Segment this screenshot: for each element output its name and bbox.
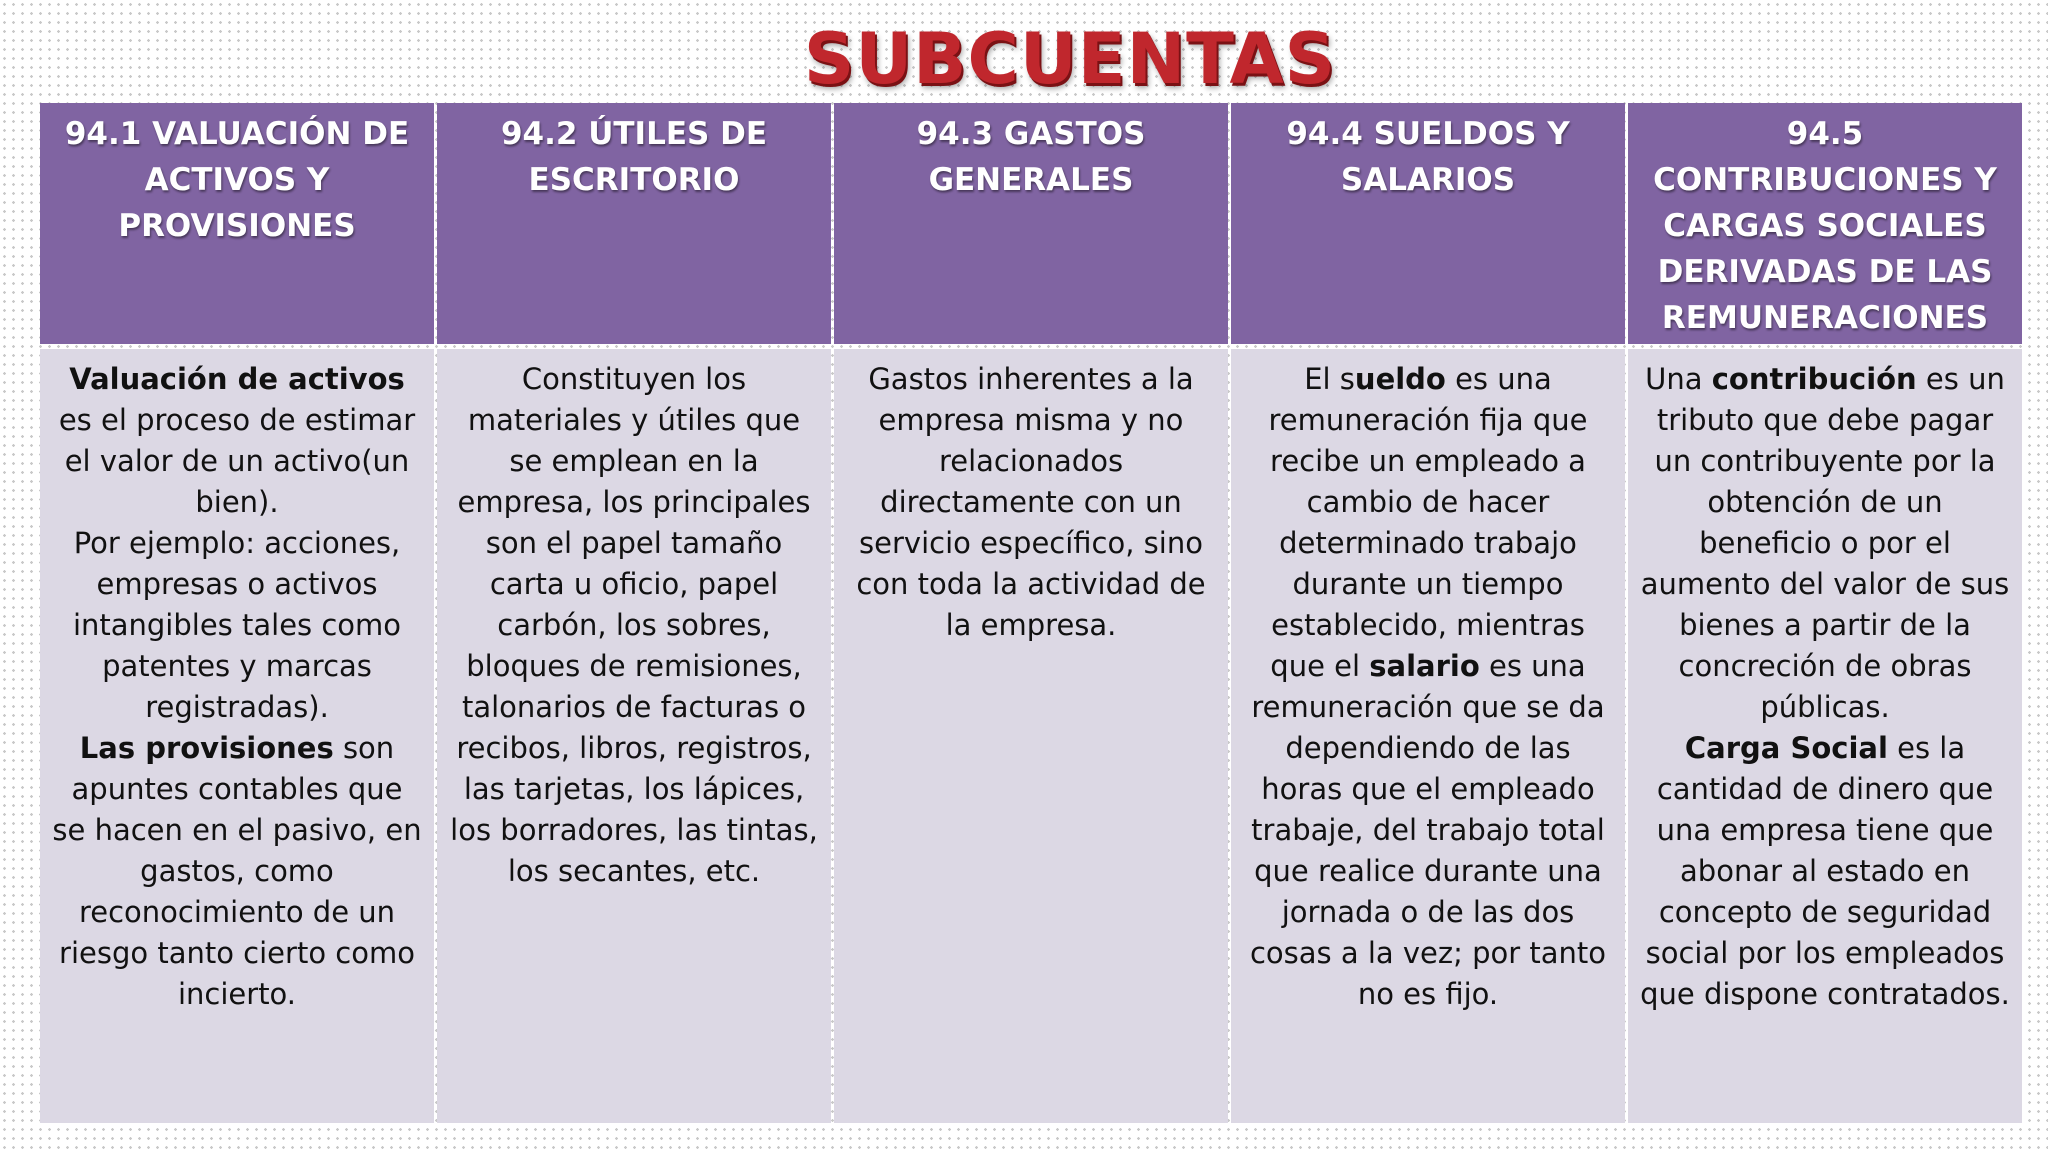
text-provisiones: son apuntes contables que se hacen en el pasivo, en gastos, como reconocimiento de un riesgo tanto cierto como incierto. xyxy=(52,731,422,1011)
paragraph-provisiones xyxy=(52,728,422,1015)
header-utiles-escritorio: 94.2 ÚTILES DE ESCRITORIO xyxy=(437,103,831,344)
text-carga-social: es la cantidad de dinero que una empresa tiene que abonar al estado en concepto de seguridad social por los empleados que dispone contratados. xyxy=(1640,731,2010,1011)
paragraph-carga-social xyxy=(1640,728,2010,1015)
cell-valuacion-activos xyxy=(40,349,434,1123)
term-contribucion: contribución xyxy=(1711,362,1917,396)
text-contribucion-a: Una xyxy=(1645,362,1712,396)
subaccounts-table xyxy=(40,103,2012,1123)
cell-utiles-escritorio xyxy=(437,349,831,1123)
term-provisiones: Las provisiones xyxy=(79,731,334,765)
text-contribucion-b: es un tributo que debe pagar un contribuyente por la obtención de un beneficio o por el aumento del valor de sus bienes a partir de la concreción de obras públicas. xyxy=(1640,362,2010,724)
cell-contribuciones-cargas xyxy=(1628,349,2022,1123)
header-gastos-generales: 94.3 GASTOS GENERALES xyxy=(834,103,1228,344)
term-salario: salario xyxy=(1369,649,1480,683)
header-contribuciones-cargas: 94.5 CONTRIBUCIONES Y CARGAS SOCIALES DERIVADAS DE LAS REMUNERACIONES xyxy=(1628,103,2022,344)
paragraph-valuacion xyxy=(52,359,422,523)
paragraph-contribucion xyxy=(1640,359,2010,728)
text-sueldo-b: es una remuneración fija que recibe un empleado a cambio de hacer determinado trabajo durante un tiempo establecido, mientras que el xyxy=(1268,362,1588,683)
text-salario: es una remuneración que se da dependiendo de las horas que el empleado trabaje, del trabajo total que realice durante una jornada o de las dos cosas a la vez; por tanto no es fijo. xyxy=(1249,649,1607,1011)
text-sueldo-a: El s xyxy=(1304,362,1355,396)
header-valuacion-activos: 94.1 VALUACIÓN DE ACTIVOS Y PROVISIONES xyxy=(40,103,434,344)
paragraph-sueldo-salario xyxy=(1243,359,1613,1015)
cell-sueldos-salarios xyxy=(1231,349,1625,1123)
header-sueldos-salarios: 94.4 SUELDOS Y SALARIOS xyxy=(1231,103,1625,344)
text-utiles: Constituyen los materiales y útiles que se emplean en la empresa, los principales son el papel tamaño carta u oficio, papel carbón, los sobres, bloques de remisiones, talonarios de facturas o recibos, libros, registros, las tarjetas, los lápices, los borradores, las tintas, los secantes, etc. xyxy=(450,362,818,888)
text-gastos: Gastos inherentes a la empresa misma y no relacionados directamente con un servicio específico, sino con toda la actividad de la empresa. xyxy=(856,362,1206,642)
term-carga-social: Carga Social xyxy=(1684,731,1888,765)
term-valuacion-activos: Valuación de activos xyxy=(69,362,405,396)
term-sueldo: ueldo xyxy=(1354,362,1446,396)
paragraph-ejemplo: Por ejemplo: acciones, empresas o activos intangibles tales como patentes y marcas registradas). xyxy=(72,526,402,724)
page-title: SUBCUENTAS xyxy=(803,18,1337,100)
cell-gastos-generales xyxy=(834,349,1228,1123)
text-valuacion: es el proceso de estimar el valor de un activo(un bien). xyxy=(58,403,416,519)
